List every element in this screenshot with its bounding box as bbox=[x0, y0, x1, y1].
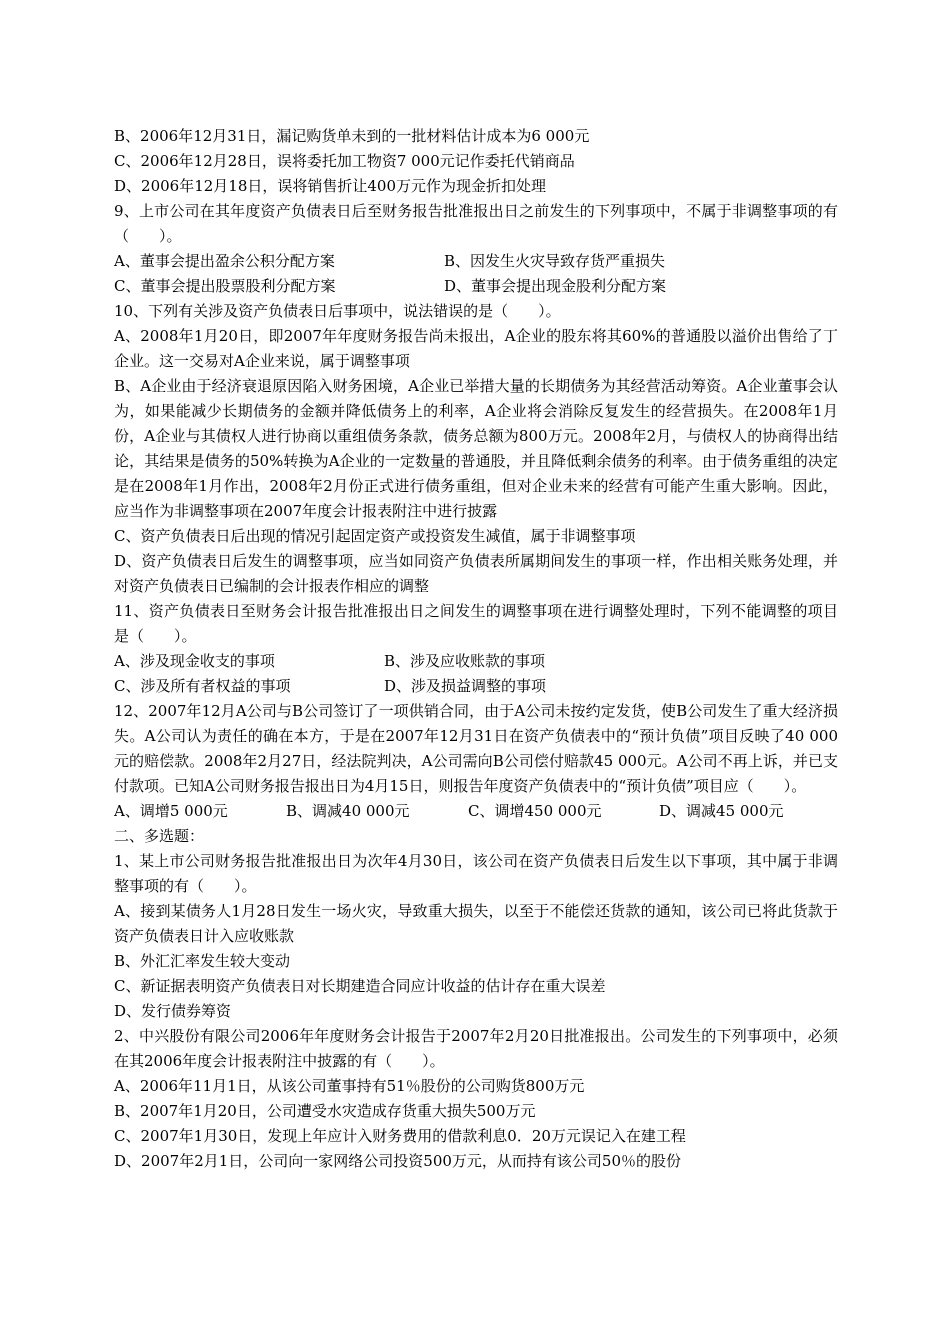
m1-option-d: D、发行债券筹资 bbox=[114, 1002, 232, 1020]
m2-option-d: D、2007年2月1日，公司向一家网络公司投资500万元，从而持有该公司50％的股份 bbox=[114, 1152, 682, 1170]
q9-option-d: D、董事会提出现金股利分配方案 bbox=[444, 277, 667, 295]
q9-options-row1 bbox=[114, 249, 838, 274]
m2-stem: 2、中兴股份有限公司2006年年度财务会计报告于2007年2月20日批准报出。公司发生的下列事项中，必须在其2006年度会计报表附注中披露的有（ ）。 bbox=[114, 1027, 838, 1070]
q12-option-c: C、调增450 000元 bbox=[468, 802, 602, 820]
q11-option-a: A、涉及现金收支的事项 bbox=[114, 652, 275, 670]
m1-option-b: B、外汇汇率发生较大变动 bbox=[114, 952, 291, 970]
q10-stem: 10、下列有关涉及资产负债表日后事项中，说法错误的是（ ）。 bbox=[114, 302, 561, 320]
m2-option-c: C、2007年1月30日，发现上年应计入财务费用的借款利息0．20万元误记入在建工程 bbox=[114, 1127, 686, 1145]
q9-option-a: A、董事会提出盈余公积分配方案 bbox=[114, 252, 335, 270]
q9-options-row2 bbox=[114, 274, 838, 299]
q11-options-row2 bbox=[114, 674, 838, 699]
section-title-multiple-choice: 二、多选题： bbox=[114, 827, 205, 845]
q8-option-b: B、2006年12月31日，漏记购货单未到的一批材料估计成本为6 000元 bbox=[114, 127, 590, 145]
q11-options-row1 bbox=[114, 649, 838, 674]
q12-option-d: D、调减45 000元 bbox=[659, 802, 784, 820]
q12-options-row bbox=[114, 799, 838, 824]
q10-option-b: B、A企业由于经济衰退原因陷入财务困境，A企业已举措大量的长期债务为其经营活动筹资。A企业董事会认为，如果能减少长期债务的金额并降低债务上的利率，A企业将会消除反复发生的经营损失。在2008年1月份，A企业与其债权人进行协商以重组债务条款，债务总额为800万元。2008年2月，与债权人的协商得出结论，其结果是债务的50%转换为A企业的一定数量的普通股，并且降低剩余债务的利率。由于债务重组的决定是在2008年1月作出，2008年2月份正式进行债务重组，但对企业未来的经营有可能产生重大影响。因此，应当作为非调整事项在2007年度会计报表附注中进行披露 bbox=[114, 377, 838, 520]
m2-option-a: A、2006年11月1日，从该公司董事持有51％股份的公司购货800万元 bbox=[114, 1077, 585, 1095]
q12-option-b: B、调减40 000元 bbox=[286, 802, 410, 820]
q12-option-a: A、调增5 000元 bbox=[114, 802, 228, 820]
q9-option-b: B、因发生火灾导致存货严重损失 bbox=[444, 252, 666, 270]
q11-option-b: B、涉及应收账款的事项 bbox=[384, 652, 546, 670]
m1-option-a: A、接到某债务人1月28日发生一场火灾，导致重大损失，以至于不能偿还货款的通知，该公司已将此货款于资产负债表日计入应收账款 bbox=[114, 902, 838, 945]
m1-option-c: C、新证据表明资产负债表日对长期建造合同应计收益的估计存在重大误差 bbox=[114, 977, 606, 995]
q9-option-c: C、董事会提出股票股利分配方案 bbox=[114, 277, 336, 295]
q10-option-d: D、资产负债表日后发生的调整事项，应当如同资产负债表所属期间发生的事项一样，作出相关账务处理，并对资产负债表日已编制的会计报表作相应的调整 bbox=[114, 552, 838, 595]
q10-option-c: C、资产负债表日后出现的情况引起固定资产或投资发生减值，属于非调整事项 bbox=[114, 527, 636, 545]
m1-stem: 1、某上市公司财务报告批准报出日为次年4月30日，该公司在资产负债表日后发生以下事项，其中属于非调整事项的有（ ）。 bbox=[114, 852, 838, 895]
q12-stem: 12、2007年12月A公司与B公司签订了一项供销合同，由于A公司未按约定发货，使B公司发生了重大经济损失。A公司认为责任的确在本方，于是在2007年12月31日在资产负债表中的“预计负债”项目反映了40 000元的赔偿款。2008年2月27日，经法院判决，A公司需向B公司偿付赔款45 000元。A公司不再上诉，并已支付款项。已知A公司财务报告报出日为4月15日，则报告年度资产负债表中的“预计负债”项目应（ ）。 bbox=[114, 702, 838, 795]
q9-stem: 9、上市公司在其年度资产负债表日后至财务报告批准报出日之前发生的下列事项中，不属于非调整事项的有（ ）。 bbox=[114, 202, 838, 245]
q11-option-d: D、涉及损益调整的事项 bbox=[384, 677, 547, 695]
q8-option-d: D、2006年12月18日，误将销售折让400万元作为现金折扣处理 bbox=[114, 177, 547, 195]
q10-option-a: A、2008年1月20日，即2007年年度财务报告尚未报出，A企业的股东将其60%的普通股以溢价出售给了丁企业。这一交易对A企业来说，属于调整事项 bbox=[114, 327, 838, 370]
q8-option-c: C、2006年12月28日，误将委托加工物资7 000元记作委托代销商品 bbox=[114, 152, 575, 170]
q11-option-c: C、涉及所有者权益的事项 bbox=[114, 677, 291, 695]
document-body bbox=[114, 124, 838, 1174]
m2-option-b: B、2007年1月20日，公司遭受水灾造成存货重大损失500万元 bbox=[114, 1102, 536, 1120]
q11-stem: 11、资产负债表日至财务会计报告批准报出日之间发生的调整事项在进行调整处理时，下列不能调整的项目是（ ）。 bbox=[114, 602, 838, 645]
